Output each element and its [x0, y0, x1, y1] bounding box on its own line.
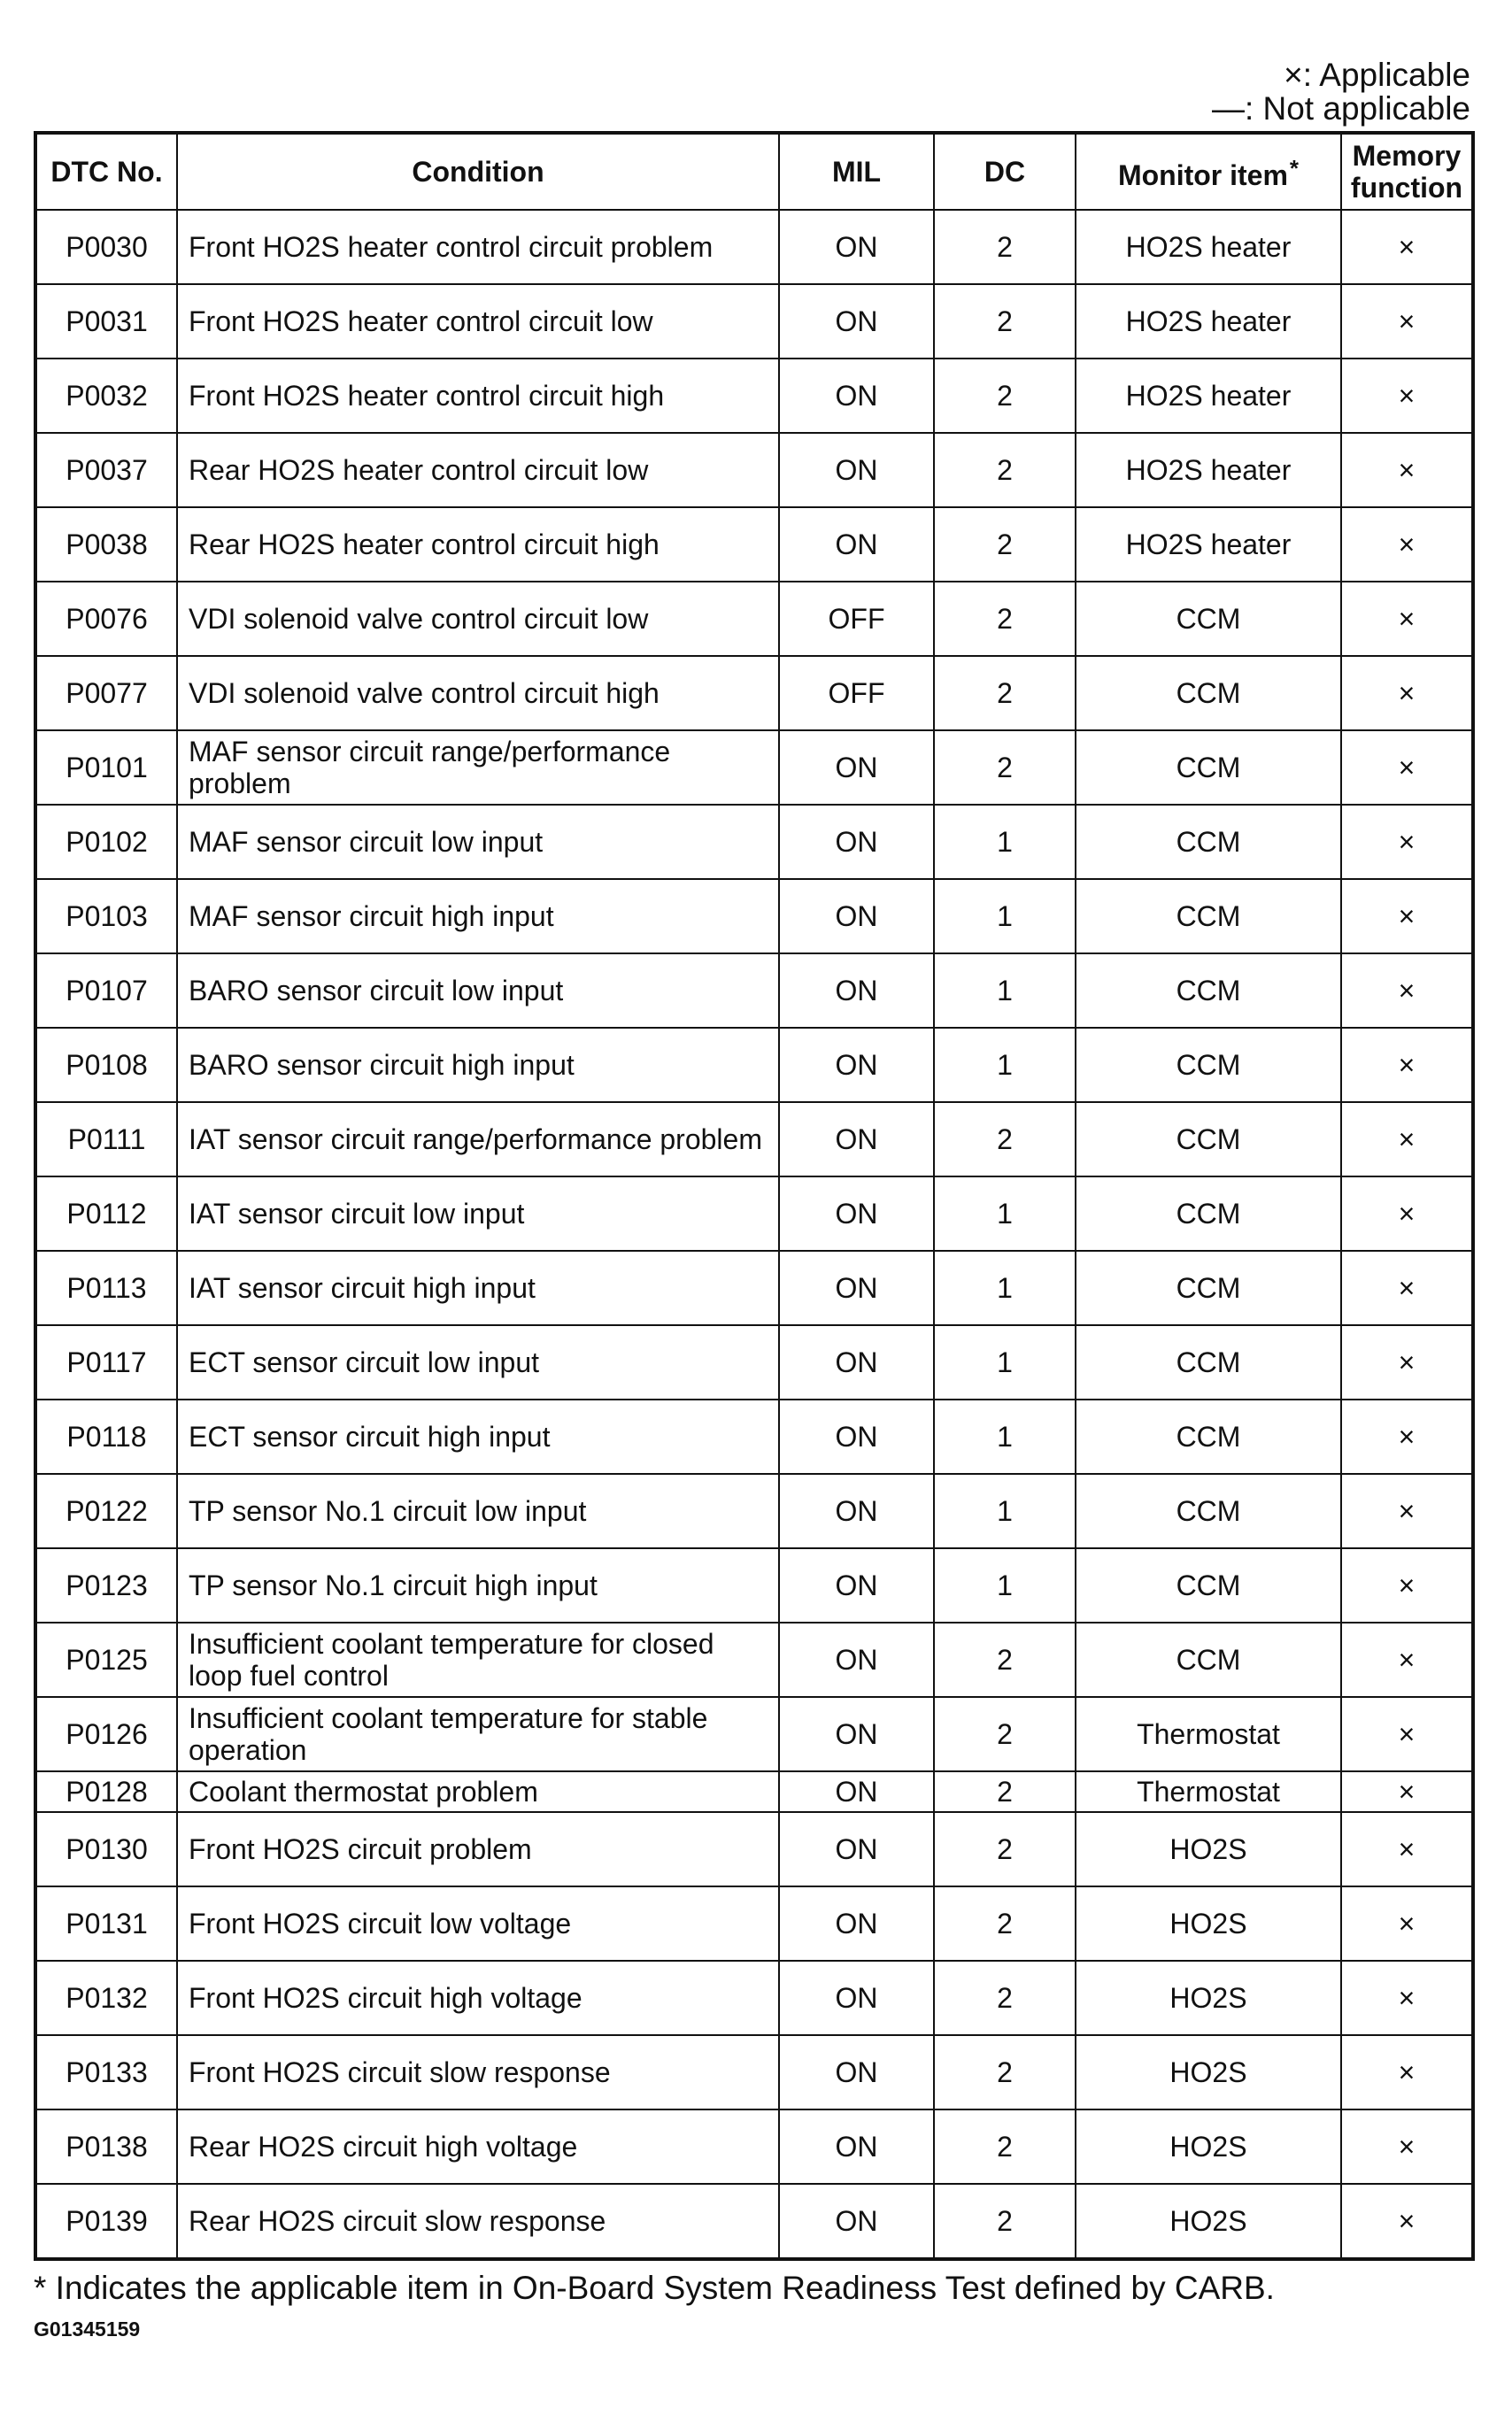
cell-memory-function: × — [1341, 1400, 1473, 1474]
cell-dtc: P0031 — [35, 284, 177, 359]
table-row — [35, 1812, 1473, 1886]
cell-mil: ON — [779, 210, 934, 284]
cell-dtc: P0133 — [35, 2035, 177, 2109]
cell-memory-function: × — [1341, 953, 1473, 1028]
cell-dtc: P0113 — [35, 1251, 177, 1325]
cell-dc: 2 — [934, 284, 1076, 359]
cell-memory-function: × — [1341, 210, 1473, 284]
cell-condition: Front HO2S circuit problem — [177, 1812, 779, 1886]
header-memory-line1: Memory — [1352, 140, 1462, 172]
cell-mil: ON — [779, 433, 934, 507]
table-row — [35, 1102, 1473, 1176]
cell-dtc: P0132 — [35, 1961, 177, 2035]
cell-monitor-item: HO2S heater — [1076, 284, 1341, 359]
cell-monitor-item: CCM — [1076, 1176, 1341, 1251]
cell-monitor-item: HO2S heater — [1076, 210, 1341, 284]
cell-condition: Rear HO2S heater control circuit high — [177, 507, 779, 582]
cell-mil: ON — [779, 284, 934, 359]
legend-not-applicable: —: Not applicable — [1211, 90, 1470, 127]
cell-monitor-item: CCM — [1076, 1400, 1341, 1474]
cell-monitor-item: HO2S — [1076, 2184, 1341, 2259]
cell-monitor-item: HO2S heater — [1076, 507, 1341, 582]
cell-mil: ON — [779, 2035, 934, 2109]
cell-condition: Front HO2S heater control circuit low — [177, 284, 779, 359]
cell-memory-function: × — [1341, 1474, 1473, 1548]
cell-monitor-item: Thermostat — [1076, 1697, 1341, 1771]
cell-memory-function: × — [1341, 1251, 1473, 1325]
header-memory-line2: function — [1350, 172, 1463, 204]
cell-dc: 2 — [934, 1812, 1076, 1886]
figure-code: G01345159 — [34, 2318, 141, 2341]
cell-mil: ON — [779, 1771, 934, 1812]
cell-condition: ECT sensor circuit high input — [177, 1400, 779, 1474]
header-condition: Condition — [177, 133, 779, 210]
cell-dtc: P0118 — [35, 1400, 177, 1474]
cell-monitor-item: HO2S — [1076, 1961, 1341, 2035]
cell-memory-function: × — [1341, 1961, 1473, 2035]
cell-mil: ON — [779, 2109, 934, 2184]
cell-condition: Rear HO2S circuit high voltage — [177, 2109, 779, 2184]
cell-condition: BARO sensor circuit high input — [177, 1028, 779, 1102]
cell-monitor-item: HO2S heater — [1076, 359, 1341, 433]
cell-mil: ON — [779, 1697, 934, 1771]
cell-dtc: P0117 — [35, 1325, 177, 1400]
cell-mil: ON — [779, 953, 934, 1028]
cell-memory-function: × — [1341, 1697, 1473, 1771]
cell-condition: Front HO2S heater control circuit problem — [177, 210, 779, 284]
cell-condition: Rear HO2S heater control circuit low — [177, 433, 779, 507]
cell-memory-function: × — [1341, 359, 1473, 433]
cell-memory-function: × — [1341, 1176, 1473, 1251]
cell-dtc: P0037 — [35, 433, 177, 507]
table-row — [35, 2184, 1473, 2259]
cell-condition: Rear HO2S circuit slow response — [177, 2184, 779, 2259]
cell-mil: ON — [779, 507, 934, 582]
cell-memory-function: × — [1341, 805, 1473, 879]
cell-dtc: P0103 — [35, 879, 177, 953]
cell-condition: Front HO2S circuit high voltage — [177, 1961, 779, 2035]
cell-dtc: P0101 — [35, 730, 177, 805]
cell-dc: 2 — [934, 730, 1076, 805]
cell-memory-function: × — [1341, 2184, 1473, 2259]
cell-dc: 2 — [934, 2184, 1076, 2259]
cell-memory-function: × — [1341, 879, 1473, 953]
table-row — [35, 953, 1473, 1028]
cell-monitor-item: CCM — [1076, 1548, 1341, 1623]
cell-monitor-item: HO2S — [1076, 1812, 1341, 1886]
cell-dc: 2 — [934, 582, 1076, 656]
cell-dc: 1 — [934, 1548, 1076, 1623]
cell-dtc: P0108 — [35, 1028, 177, 1102]
cell-mil: ON — [779, 1251, 934, 1325]
cell-mil: ON — [779, 2184, 934, 2259]
cell-dc: 1 — [934, 1474, 1076, 1548]
cell-dtc: P0131 — [35, 1886, 177, 1961]
cell-mil: ON — [779, 1961, 934, 2035]
legend — [1212, 58, 1470, 126]
cell-memory-function: × — [1341, 1812, 1473, 1886]
cell-monitor-item: HO2S — [1076, 2035, 1341, 2109]
header-monitor-item — [1076, 133, 1341, 210]
cell-mil: ON — [779, 1028, 934, 1102]
cell-memory-function: × — [1341, 1548, 1473, 1623]
cell-dtc: P0077 — [35, 656, 177, 730]
cell-monitor-item: CCM — [1076, 953, 1341, 1028]
header-mil: MIL — [779, 133, 934, 210]
cell-dtc: P0030 — [35, 210, 177, 284]
table-header-row — [35, 133, 1473, 210]
cell-dtc: P0038 — [35, 507, 177, 582]
cell-dtc: P0125 — [35, 1623, 177, 1697]
header-dtc-no: DTC No. — [35, 133, 177, 210]
cell-dtc: P0102 — [35, 805, 177, 879]
cell-monitor-item: CCM — [1076, 1028, 1341, 1102]
legend-applicable: ×: Applicable — [1284, 57, 1470, 93]
header-monitor-item-label: Monitor item — [1117, 159, 1288, 191]
table-row — [35, 1474, 1473, 1548]
table-row — [35, 656, 1473, 730]
cell-dc: 2 — [934, 210, 1076, 284]
cell-dtc: P0076 — [35, 582, 177, 656]
table-row — [35, 210, 1473, 284]
cell-monitor-item: HO2S — [1076, 2109, 1341, 2184]
cell-condition: MAF sensor circuit range/performance problem — [177, 730, 779, 805]
cell-monitor-item: HO2S — [1076, 1886, 1341, 1961]
dtc-table — [34, 131, 1475, 2261]
cell-dtc: P0138 — [35, 2109, 177, 2184]
cell-dtc: P0123 — [35, 1548, 177, 1623]
cell-mil: ON — [779, 1176, 934, 1251]
cell-mil: ON — [779, 1325, 934, 1400]
cell-dtc: P0122 — [35, 1474, 177, 1548]
cell-dc: 2 — [934, 1771, 1076, 1812]
cell-monitor-item: CCM — [1076, 805, 1341, 879]
cell-mil: ON — [779, 1812, 934, 1886]
cell-mil: ON — [779, 1623, 934, 1697]
cell-dc: 1 — [934, 1325, 1076, 1400]
cell-dc: 2 — [934, 1102, 1076, 1176]
cell-condition: IAT sensor circuit high input — [177, 1251, 779, 1325]
cell-memory-function: × — [1341, 1771, 1473, 1812]
table-row — [35, 879, 1473, 953]
cell-mil: ON — [779, 730, 934, 805]
table-row — [35, 1623, 1473, 1697]
table-row — [35, 1251, 1473, 1325]
cell-mil: ON — [779, 1474, 934, 1548]
cell-dc: 1 — [934, 1176, 1076, 1251]
cell-memory-function: × — [1341, 2035, 1473, 2109]
cell-condition: MAF sensor circuit high input — [177, 879, 779, 953]
cell-memory-function: × — [1341, 433, 1473, 507]
cell-dc: 1 — [934, 1028, 1076, 1102]
cell-condition: IAT sensor circuit low input — [177, 1176, 779, 1251]
cell-condition: TP sensor No.1 circuit high input — [177, 1548, 779, 1623]
cell-condition: BARO sensor circuit low input — [177, 953, 779, 1028]
cell-dtc: P0139 — [35, 2184, 177, 2259]
table-row — [35, 1961, 1473, 2035]
cell-memory-function: × — [1341, 730, 1473, 805]
footnote: * Indicates the applicable item in On-Board System Readiness Test defined by CARB. — [34, 2270, 1275, 2306]
cell-condition: TP sensor No.1 circuit low input — [177, 1474, 779, 1548]
cell-condition: Insufficient coolant temperature for stable operation — [177, 1697, 779, 1771]
cell-memory-function: × — [1341, 582, 1473, 656]
cell-condition: Insufficient coolant temperature for closed loop fuel control — [177, 1623, 779, 1697]
cell-monitor-item: CCM — [1076, 656, 1341, 730]
cell-mil: ON — [779, 805, 934, 879]
cell-monitor-item: CCM — [1076, 1325, 1341, 1400]
cell-mil: ON — [779, 879, 934, 953]
cell-dc: 2 — [934, 2035, 1076, 2109]
cell-dtc: P0112 — [35, 1176, 177, 1251]
table-row — [35, 805, 1473, 879]
table-row — [35, 359, 1473, 433]
cell-mil: ON — [779, 1400, 934, 1474]
cell-dc: 2 — [934, 433, 1076, 507]
cell-monitor-item: CCM — [1076, 1623, 1341, 1697]
cell-monitor-item: CCM — [1076, 1102, 1341, 1176]
cell-condition: MAF sensor circuit low input — [177, 805, 779, 879]
table-row — [35, 2035, 1473, 2109]
cell-dc: 1 — [934, 1251, 1076, 1325]
cell-dc: 2 — [934, 359, 1076, 433]
table-row — [35, 284, 1473, 359]
table-row — [35, 1400, 1473, 1474]
cell-dc: 2 — [934, 1886, 1076, 1961]
cell-memory-function: × — [1341, 507, 1473, 582]
cell-dc: 2 — [934, 1623, 1076, 1697]
header-memory-function — [1341, 133, 1473, 210]
table-row — [35, 1697, 1473, 1771]
cell-monitor-item: Thermostat — [1076, 1771, 1341, 1812]
cell-monitor-item: HO2S heater — [1076, 433, 1341, 507]
cell-dc: 1 — [934, 953, 1076, 1028]
cell-memory-function: × — [1341, 284, 1473, 359]
cell-dtc: P0128 — [35, 1771, 177, 1812]
cell-condition: IAT sensor circuit range/performance problem — [177, 1102, 779, 1176]
cell-monitor-item: CCM — [1076, 1474, 1341, 1548]
cell-dc: 2 — [934, 2109, 1076, 2184]
cell-dc: 2 — [934, 1961, 1076, 2035]
cell-condition: ECT sensor circuit low input — [177, 1325, 779, 1400]
cell-condition: VDI solenoid valve control circuit low — [177, 582, 779, 656]
cell-dtc: P0130 — [35, 1812, 177, 1886]
table-row — [35, 582, 1473, 656]
cell-dtc: P0126 — [35, 1697, 177, 1771]
cell-dc: 2 — [934, 507, 1076, 582]
cell-mil: ON — [779, 1548, 934, 1623]
cell-dc: 1 — [934, 879, 1076, 953]
cell-mil: OFF — [779, 656, 934, 730]
header-dc: DC — [934, 133, 1076, 210]
cell-monitor-item: CCM — [1076, 879, 1341, 953]
cell-dtc: P0032 — [35, 359, 177, 433]
cell-condition: Front HO2S circuit slow response — [177, 2035, 779, 2109]
cell-mil: ON — [779, 1102, 934, 1176]
table-row — [35, 1325, 1473, 1400]
cell-dc: 2 — [934, 1697, 1076, 1771]
cell-memory-function: × — [1341, 656, 1473, 730]
cell-condition: VDI solenoid valve control circuit high — [177, 656, 779, 730]
cell-memory-function: × — [1341, 2109, 1473, 2184]
cell-mil: ON — [779, 1886, 934, 1961]
table-row — [35, 1176, 1473, 1251]
table-row — [35, 1548, 1473, 1623]
cell-monitor-item: CCM — [1076, 582, 1341, 656]
cell-memory-function: × — [1341, 1886, 1473, 1961]
cell-dtc: P0107 — [35, 953, 177, 1028]
cell-memory-function: × — [1341, 1028, 1473, 1102]
cell-memory-function: × — [1341, 1325, 1473, 1400]
table-row — [35, 1771, 1473, 1812]
table-row — [35, 1028, 1473, 1102]
cell-dc: 1 — [934, 805, 1076, 879]
cell-condition: Front HO2S circuit low voltage — [177, 1886, 779, 1961]
cell-mil: ON — [779, 359, 934, 433]
table-row — [35, 1886, 1473, 1961]
cell-dc: 1 — [934, 1400, 1076, 1474]
cell-monitor-item: CCM — [1076, 730, 1341, 805]
cell-condition: Front HO2S heater control circuit high — [177, 359, 779, 433]
header-monitor-asterisk: * — [1289, 155, 1300, 181]
cell-memory-function: × — [1341, 1623, 1473, 1697]
table-row — [35, 433, 1473, 507]
table-row — [35, 507, 1473, 582]
cell-mil: OFF — [779, 582, 934, 656]
cell-dc: 2 — [934, 656, 1076, 730]
cell-memory-function: × — [1341, 1102, 1473, 1176]
cell-condition: Coolant thermostat problem — [177, 1771, 779, 1812]
table-row — [35, 2109, 1473, 2184]
table-row — [35, 730, 1473, 805]
cell-monitor-item: CCM — [1076, 1251, 1341, 1325]
cell-dtc: P0111 — [35, 1102, 177, 1176]
